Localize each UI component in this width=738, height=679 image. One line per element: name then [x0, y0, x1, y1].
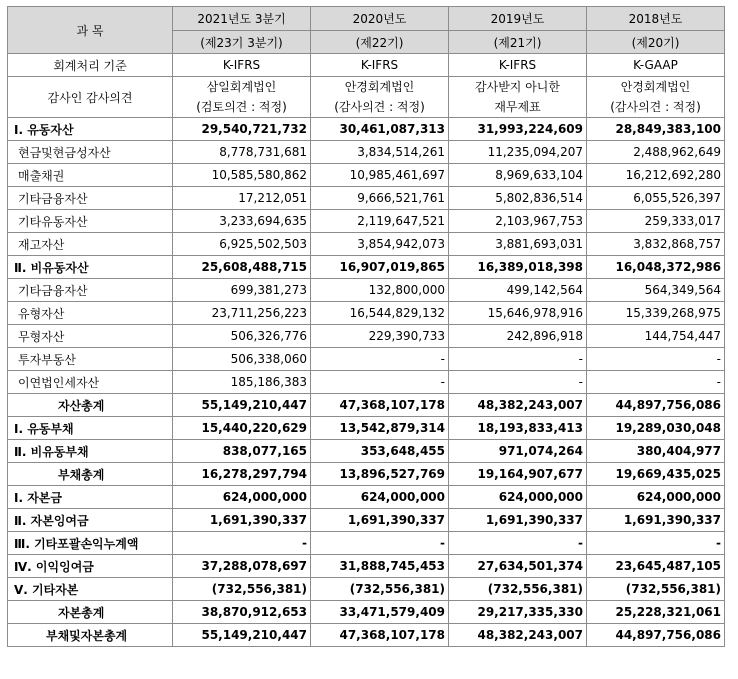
row-value: (732,556,381) [173, 578, 311, 601]
row-value: 25,228,321,061 [587, 601, 725, 624]
auditor-opinion-cell [311, 77, 449, 118]
row-value: 8,778,731,681 [173, 141, 311, 164]
row-value: 16,544,829,132 [311, 302, 449, 325]
row-value: 37,288,078,697 [173, 555, 311, 578]
row-value: 3,881,693,031 [449, 233, 587, 256]
row-value: 1,691,390,337 [449, 509, 587, 532]
row-label: Ⅲ. 기타포괄손익누계액 [8, 532, 173, 555]
row-value: 242,896,918 [449, 325, 587, 348]
table-row [8, 555, 725, 578]
row-value: 16,048,372,986 [587, 256, 725, 279]
auditor-opinion: (감사의견 : 적정) [334, 100, 425, 114]
row-value: - [587, 532, 725, 555]
table-row [8, 509, 725, 532]
row-value: 31,993,224,609 [449, 118, 587, 141]
row-value: - [587, 371, 725, 394]
row-value: - [587, 348, 725, 371]
period-subheader: (제23기 3분기) [173, 31, 311, 54]
row-label: Ⅳ. 이익잉여금 [8, 555, 173, 578]
row-value: 185,186,383 [173, 371, 311, 394]
row-value: - [449, 371, 587, 394]
row-label: 유형자산 [8, 302, 173, 325]
auditor-opinion-cell [587, 77, 725, 118]
accounting-standard-row [8, 54, 725, 77]
table-row [8, 118, 725, 141]
row-value: 1,691,390,337 [311, 509, 449, 532]
auditor-opinion-cell [173, 77, 311, 118]
row-value: 10,985,461,697 [311, 164, 449, 187]
row-value: 353,648,455 [311, 440, 449, 463]
auditor-opinion: (검토의견 : 적정) [196, 100, 287, 114]
row-value: 18,193,833,413 [449, 417, 587, 440]
row-value: 6,925,502,503 [173, 233, 311, 256]
row-label: Ⅴ. 기타자본 [8, 578, 173, 601]
row-value: 3,834,514,261 [311, 141, 449, 164]
row-value: 1,691,390,337 [173, 509, 311, 532]
table-row [8, 440, 725, 463]
accounting-standard-value: K-GAAP [587, 54, 725, 77]
table-row [8, 417, 725, 440]
row-label: Ⅱ. 비유동자산 [8, 256, 173, 279]
row-value: 31,888,745,453 [311, 555, 449, 578]
row-value: 144,754,447 [587, 325, 725, 348]
table-row [8, 210, 725, 233]
row-value: 48,382,243,007 [449, 394, 587, 417]
row-label: 현금및현금성자산 [8, 141, 173, 164]
row-value: 16,389,018,398 [449, 256, 587, 279]
row-value: 47,368,107,178 [311, 624, 449, 647]
row-label: 매출채권 [8, 164, 173, 187]
row-value: 259,333,017 [587, 210, 725, 233]
row-value: 47,368,107,178 [311, 394, 449, 417]
row-value: 11,235,094,207 [449, 141, 587, 164]
row-value: 13,542,879,314 [311, 417, 449, 440]
period-header: 2019년도 [449, 7, 587, 31]
row-value: - [311, 371, 449, 394]
row-value: (732,556,381) [449, 578, 587, 601]
row-value: 971,074,264 [449, 440, 587, 463]
auditor-opinion-cell [449, 77, 587, 118]
row-value: 23,711,256,223 [173, 302, 311, 325]
row-label: Ⅰ. 자본금 [8, 486, 173, 509]
period-header: 2021년도 3분기 [173, 7, 311, 31]
row-value: 13,896,527,769 [311, 463, 449, 486]
financial-statement-table [7, 6, 725, 647]
row-value: 2,119,647,521 [311, 210, 449, 233]
row-value: 15,440,220,629 [173, 417, 311, 440]
period-subheader: (제20기) [587, 31, 725, 54]
auditor-opinion-row [8, 77, 725, 118]
auditor-name: 삼일회계법인 [206, 80, 277, 94]
row-value: 19,164,907,677 [449, 463, 587, 486]
row-value: 506,338,060 [173, 348, 311, 371]
row-value: 25,608,488,715 [173, 256, 311, 279]
table-row [8, 371, 725, 394]
row-value: 499,142,564 [449, 279, 587, 302]
auditor-opinion-label: 감사인 감사의견 [8, 77, 173, 118]
row-label: 기타유동자산 [8, 210, 173, 233]
row-value: 6,055,526,397 [587, 187, 725, 210]
row-label: 부채및자본총계 [8, 624, 173, 647]
row-value: 29,217,335,330 [449, 601, 587, 624]
row-label: Ⅰ. 유동부채 [8, 417, 173, 440]
table-row [8, 624, 725, 647]
row-value: 699,381,273 [173, 279, 311, 302]
row-label: 투자부동산 [8, 348, 173, 371]
row-value: 19,669,435,025 [587, 463, 725, 486]
row-label: 재고자산 [8, 233, 173, 256]
row-value: - [449, 348, 587, 371]
table-row [8, 463, 725, 486]
header-row [8, 7, 725, 31]
row-value: 1,691,390,337 [587, 509, 725, 532]
row-value: 55,149,210,447 [173, 394, 311, 417]
row-value: - [449, 532, 587, 555]
row-value: 38,870,912,653 [173, 601, 311, 624]
table-row [8, 394, 725, 417]
row-label: 기타금융자산 [8, 279, 173, 302]
table-row [8, 187, 725, 210]
row-label: Ⅱ. 자본잉여금 [8, 509, 173, 532]
auditor-opinion: 재무제표 [494, 100, 541, 114]
subject-header: 과 목 [8, 7, 173, 54]
row-value: 624,000,000 [173, 486, 311, 509]
row-value: 564,349,564 [587, 279, 725, 302]
table-row [8, 486, 725, 509]
row-value: 8,969,633,104 [449, 164, 587, 187]
row-value: 624,000,000 [587, 486, 725, 509]
period-subheader: (제21기) [449, 31, 587, 54]
row-label: 부채총계 [8, 463, 173, 486]
table-row [8, 164, 725, 187]
row-label: 기타금융자산 [8, 187, 173, 210]
table-row [8, 233, 725, 256]
row-value: 5,802,836,514 [449, 187, 587, 210]
row-value: 15,646,978,916 [449, 302, 587, 325]
table-row [8, 532, 725, 555]
row-value: 29,540,721,732 [173, 118, 311, 141]
accounting-standard-value: K-IFRS [173, 54, 311, 77]
table-row [8, 348, 725, 371]
row-value: 2,103,967,753 [449, 210, 587, 233]
row-value: 9,666,521,761 [311, 187, 449, 210]
row-value: 10,585,580,862 [173, 164, 311, 187]
accounting-standard-value: K-IFRS [449, 54, 587, 77]
row-value: 3,233,694,635 [173, 210, 311, 233]
data-rows [8, 118, 725, 647]
row-value: - [311, 532, 449, 555]
row-value: 27,634,501,374 [449, 555, 587, 578]
row-value: 624,000,000 [449, 486, 587, 509]
row-value: - [173, 532, 311, 555]
row-label: 자산총계 [8, 394, 173, 417]
row-value: 23,645,487,105 [587, 555, 725, 578]
table-row [8, 302, 725, 325]
accounting-standard-label: 회계처리 기준 [8, 54, 173, 77]
row-value: 15,339,268,975 [587, 302, 725, 325]
row-label: Ⅱ. 비유동부채 [8, 440, 173, 463]
accounting-standard-value: K-IFRS [311, 54, 449, 77]
row-value: 16,907,019,865 [311, 256, 449, 279]
auditor-opinion: (감사의견 : 적정) [610, 100, 701, 114]
period-subheader: (제22기) [311, 31, 449, 54]
row-label: 이연법인세자산 [8, 371, 173, 394]
row-value: 48,382,243,007 [449, 624, 587, 647]
row-label: 자본총계 [8, 601, 173, 624]
table-row [8, 256, 725, 279]
row-value: (732,556,381) [311, 578, 449, 601]
row-value: 28,849,383,100 [587, 118, 725, 141]
table-row [8, 279, 725, 302]
row-value: 506,326,776 [173, 325, 311, 348]
row-value: 16,212,692,280 [587, 164, 725, 187]
row-value: 44,897,756,086 [587, 394, 725, 417]
row-value: 30,461,087,313 [311, 118, 449, 141]
row-value: 16,278,297,794 [173, 463, 311, 486]
row-label: 무형자산 [8, 325, 173, 348]
auditor-name: 안경회계법인 [620, 80, 691, 94]
row-value: 3,832,868,757 [587, 233, 725, 256]
row-value: 2,488,962,649 [587, 141, 725, 164]
table-row [8, 141, 725, 164]
period-header: 2018년도 [587, 7, 725, 31]
row-value: (732,556,381) [587, 578, 725, 601]
row-value: 44,897,756,086 [587, 624, 725, 647]
row-value: 132,800,000 [311, 279, 449, 302]
row-value: 19,289,030,048 [587, 417, 725, 440]
auditor-name: 감사받지 아니한 [475, 80, 560, 94]
row-value: 380,404,977 [587, 440, 725, 463]
row-label: Ⅰ. 유동자산 [8, 118, 173, 141]
auditor-name: 안경회계법인 [344, 80, 415, 94]
row-value: 229,390,733 [311, 325, 449, 348]
table-row [8, 578, 725, 601]
table-row [8, 325, 725, 348]
row-value: 3,854,942,073 [311, 233, 449, 256]
row-value: 838,077,165 [173, 440, 311, 463]
table-row [8, 601, 725, 624]
period-header: 2020년도 [311, 7, 449, 31]
row-value: 624,000,000 [311, 486, 449, 509]
row-value: 17,212,051 [173, 187, 311, 210]
row-value: - [311, 348, 449, 371]
row-value: 33,471,579,409 [311, 601, 449, 624]
row-value: 55,149,210,447 [173, 624, 311, 647]
